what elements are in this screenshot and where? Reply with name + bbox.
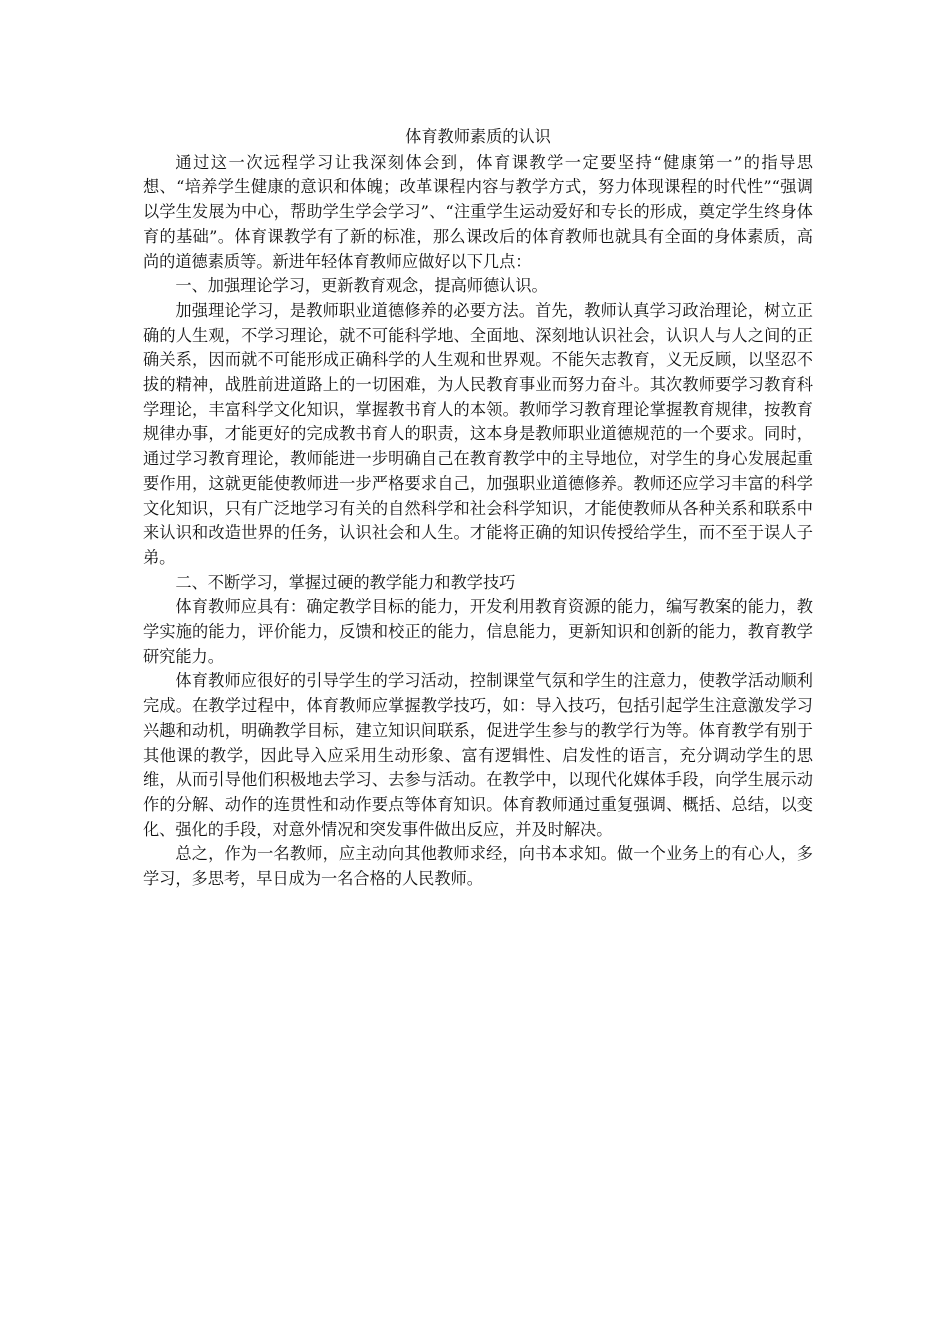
paragraph-intro: 通过这一次远程学习让我深刻体会到，体育课教学一定要坚持“健康第一”的指导思想、“培养学生健康的意识和体魄；改革课程内容与教学方式，努力体现课程的时代性”“强调以学生发展为中心，帮助学生学会学习”、“注重学生运动爱好和专长的形成，奠定学生终身体育的基础”。体育课教学有了新的标准，那么课改后的体育教师也就具有全面的身体素质，高尚的道德素质等。新进年轻体育教师应做好以下几点： [143, 152, 813, 271]
paragraph-teaching-skills: 体育教师应很好的引导学生的学习活动，控制课堂气氛和学生的注意力，使教学活动顺利完成。在教学过程中，体育教师应掌握教学技巧，如：导入技巧，包括引起学生注意激发学习兴趣和动机，明确教学目标，建立知识间联系，促进学生参与的教学行为等。体育教学有别于其他课的教学，因此导入应采用生动形象、富有逻辑性、启发性的语言，充分调动学生的思维，从而引导他们积极地去学习、去参与活动。在教学中，以现代化媒体手段，向学生展示动作的分解、动作的连贯性和动作要点等体育知识。体育教师通过重复强调、概括、总结，以变化、强化的手段，对意外情况和突发事件做出反应，并及时解决。 [143, 671, 813, 839]
section-heading-1: 一、加强理论学习，更新教育观念，提高师德认识。 [175, 276, 548, 296]
section-heading-2: 二、不断学习，掌握过硬的教学能力和教学技巧 [175, 572, 516, 592]
paragraph-abilities: 体育教师应具有：确定教学目标的能力，开发利用教育资源的能力，编写教案的能力，教学实施的能力，评价能力，反馈和校正的能力，信息能力，更新知识和创新的能力，教育教学研究能力。 [143, 597, 813, 666]
paragraph-theory-study: 加强理论学习，是教师职业道德修养的必要方法。首先，教师认真学习政治理论，树立正确的人生观，不学习理论，就不可能科学地、全面地、深刻地认识社会，认识人与人之间的正确关系，因而就不可能形成正确科学的人生观和世界观。不能矢志教育，义无反顾，以坚忍不拔的精神，战胜前进道路上的一切困难，为人民教育事业而努力奋斗。其次教师要学习教育科学理论，丰富科学文化知识，掌握教书育人的本领。教师学习教育理论掌握教育规律，按教育规律办事，才能更好的完成教书育人的职责，这本身是教师职业道德规范的一个要求。同时，通过学习教育理论，教师能进一步明确自己在教育教学中的主导地位，对学生的身心发展起重要作用，这就更能使教师进一步严格要求自己，加强职业道德修养。教师还应学习丰富的科学文化知识，只有广泛地学习有关的自然科学和社会科学知识，才能使教师从各种关系和联系中来认识和改造世界的任务，认识社会和人生。才能将正确的知识传授给学生，而不至于误人子弟。 [143, 300, 813, 567]
document-title: 体育教师素质的认识 [405, 127, 551, 146]
paragraph-conclusion: 总之，作为一名教师，应主动向其他教师求经，向书本求知。做一个业务上的有心人，多学习，多思考，早日成为一名合格的人民教师。 [143, 844, 813, 889]
document-body [143, 125, 813, 892]
